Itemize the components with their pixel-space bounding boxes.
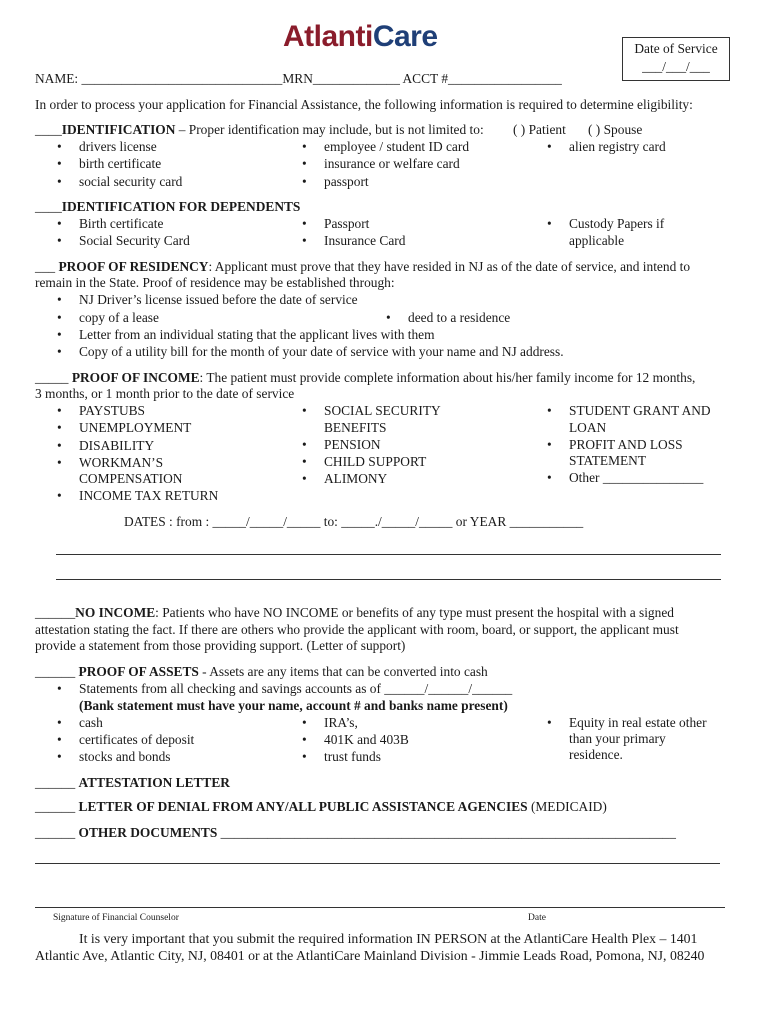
income-heading xyxy=(35,370,695,387)
list-item-continued: than your primary xyxy=(569,731,666,746)
identification-rest: – Proper identification may include, but is not limited to: xyxy=(175,122,484,137)
list-item: • Insurance Card xyxy=(324,233,405,250)
list-item-continued: LOAN xyxy=(569,420,607,435)
list-item: • Copy of a utility bill for the month of your date of service with your name and NJ address. xyxy=(79,344,564,361)
intro-text: In order to process your application for Financial Assistance, the following information is required to determine eligibility: xyxy=(35,97,693,112)
list-item: • PAYSTUBS xyxy=(79,403,145,420)
other-documents-line[interactable]: ____________________________________________________________________ xyxy=(217,825,676,840)
list-item: • birth certificate xyxy=(79,156,161,173)
list-item-continued: COMPENSATION xyxy=(79,471,183,486)
list-item: • SOCIAL SECURITY xyxy=(324,403,441,420)
blank-line[interactable] xyxy=(56,554,721,555)
no-income-line3: provide a statement from those providing support. (Letter of support) xyxy=(35,638,406,653)
list-item: • CHILD SUPPORT xyxy=(324,454,426,471)
spouse-checkbox[interactable]: ( ) Spouse xyxy=(588,122,643,137)
other-documents-heading xyxy=(35,825,676,842)
residency-heading xyxy=(35,259,690,276)
list-item: • copy of a lease xyxy=(79,310,159,327)
list-item: • alien registry card xyxy=(569,139,666,156)
no-income-line2: attestation stating the fact. If there are others who provide the applicant with room, board, or support, the applicant must xyxy=(35,622,679,637)
signature-date-label: Date xyxy=(528,913,546,923)
identification-blank[interactable]: ____ xyxy=(35,122,62,137)
list-item: • Letter from an individual stating that the applicant lives with them xyxy=(79,327,435,344)
footer-line1: It is very important that you submit the required information IN PERSON at the AtlantiCare Health Plex – 1401 xyxy=(79,931,698,946)
logo-part-care: Care xyxy=(372,20,438,53)
dependents-title: IDENTIFICATION FOR DEPENDENTS xyxy=(61,199,301,214)
denial-title: LETTER OF DENIAL FROM ANY/ALL PUBLIC ASSISTANCE AGENCIES xyxy=(78,799,528,814)
list-item: • stocks and bonds xyxy=(79,749,171,766)
date-of-service-value[interactable]: ___/___/___ xyxy=(642,59,710,74)
list-item: • 401K and 403B xyxy=(324,732,409,749)
patient-info-line[interactable]: NAME: ______________________________MRN_____________ ACCT #_________________ xyxy=(35,71,562,86)
list-item: • insurance or welfare card xyxy=(324,156,460,173)
identification-heading xyxy=(35,122,484,139)
list-item: • cash xyxy=(79,715,103,732)
list-item-continued: BENEFITS xyxy=(324,420,387,435)
list-item-continued: applicable xyxy=(569,233,625,248)
signature-line[interactable] xyxy=(35,907,725,908)
date-of-service-label: Date of Service xyxy=(634,41,718,56)
income-blank[interactable]: _____ xyxy=(35,370,72,385)
other-income-field[interactable]: • Other _______________ xyxy=(569,470,703,487)
no-income-line1: : Patients who have NO INCOME or benefits of any type must present the hospital with a signed xyxy=(155,605,674,620)
list-item: • Birth certificate xyxy=(79,216,163,233)
other-documents-title: OTHER DOCUMENTS xyxy=(78,825,218,840)
residency-blank[interactable]: ___ xyxy=(35,259,59,274)
list-item: • employee / student ID card xyxy=(324,139,469,156)
date-of-service-box[interactable] xyxy=(622,37,730,81)
no-income-title: NO INCOME xyxy=(75,605,156,620)
list-item: • INCOME TAX RETURN xyxy=(79,488,218,505)
attestation-blank[interactable]: ______ xyxy=(35,775,79,790)
denial-heading xyxy=(35,799,607,816)
no-income-heading xyxy=(35,605,674,622)
list-item: • trust funds xyxy=(324,749,381,766)
dependents-heading xyxy=(35,199,300,216)
identification-title: IDENTIFICATION xyxy=(61,122,176,137)
list-item: • Passport xyxy=(324,216,369,233)
list-item: • UNEMPLOYMENT xyxy=(79,420,191,437)
list-item-continued: residence. xyxy=(569,747,623,762)
list-item: • Equity in real estate other xyxy=(569,715,707,732)
list-item[interactable]: • Statements from all checking and savings accounts as of ______/______/______ xyxy=(79,681,512,698)
list-item: • PROFIT AND LOSS xyxy=(569,437,683,454)
blank-line[interactable] xyxy=(56,579,721,580)
residency-line2: remain in the State. Proof of residence may be established through: xyxy=(35,275,395,290)
list-item: • drivers license xyxy=(79,139,157,156)
no-income-blank[interactable]: ______ xyxy=(35,605,76,620)
footer-line2: Atlantic Ave, Atlantic City, NJ, 08401 or at the AtlantiCare Mainland Division - Jimmie Leads Road, Pomona, NJ, 08240 xyxy=(35,948,705,963)
residency-title: PROOF OF RESIDENCY xyxy=(58,259,209,274)
assets-heading xyxy=(35,664,488,681)
list-item: • deed to a residence xyxy=(408,310,510,327)
list-item: • Custody Papers if xyxy=(569,216,664,233)
signature-label: Signature of Financial Counselor xyxy=(53,913,179,923)
income-line1: : The patient must provide complete information about his/her family income for 12 months, xyxy=(199,370,696,385)
list-item: • PENSION xyxy=(324,437,381,454)
assets-blank[interactable]: ______ xyxy=(35,664,79,679)
list-item: • WORKMAN’S xyxy=(79,455,163,472)
attestation-heading xyxy=(35,775,230,792)
income-line2: 3 months, or 1 month prior to the date of service xyxy=(35,386,295,401)
assets-rest: - Assets are any items that can be converted into cash xyxy=(198,664,488,679)
attestation-title: ATTESTATION LETTER xyxy=(78,775,230,790)
denial-rest: (MEDICAID) xyxy=(527,799,607,814)
list-item: • IRA’s, xyxy=(324,715,358,732)
list-item: • STUDENT GRANT AND xyxy=(569,403,711,420)
list-item: • passport xyxy=(324,174,369,191)
income-dates-line[interactable]: DATES : from : _____/_____/_____ to: _____./_____/_____ or YEAR ___________ xyxy=(124,514,584,529)
list-item: • DISABILITY xyxy=(79,438,154,455)
other-documents-blank[interactable]: ______ xyxy=(35,825,79,840)
bank-statement-note: (Bank statement must have your name, account # and banks name present) xyxy=(79,698,508,713)
residency-line1: : Applicant must prove that they have resided in NJ as of the date of service, and intend to xyxy=(208,259,691,274)
logo-part-atlanti: Atlanti xyxy=(283,20,373,53)
list-item: • certificates of deposit xyxy=(79,732,194,749)
patient-checkbox[interactable]: ( ) Patient xyxy=(513,122,566,137)
dependents-blank[interactable]: ____ xyxy=(35,199,62,214)
blank-line[interactable] xyxy=(35,863,720,864)
list-item: • NJ Driver’s license issued before the date of service xyxy=(79,292,358,309)
assets-title: PROOF OF ASSETS xyxy=(78,664,199,679)
list-item: • ALIMONY xyxy=(324,471,387,488)
denial-blank[interactable]: ______ xyxy=(35,799,79,814)
income-title: PROOF OF INCOME xyxy=(71,370,200,385)
list-item-continued: STATEMENT xyxy=(569,453,647,468)
list-item: • Social Security Card xyxy=(79,233,190,250)
atlanticare-logo xyxy=(283,20,438,54)
list-item: • social security card xyxy=(79,174,182,191)
